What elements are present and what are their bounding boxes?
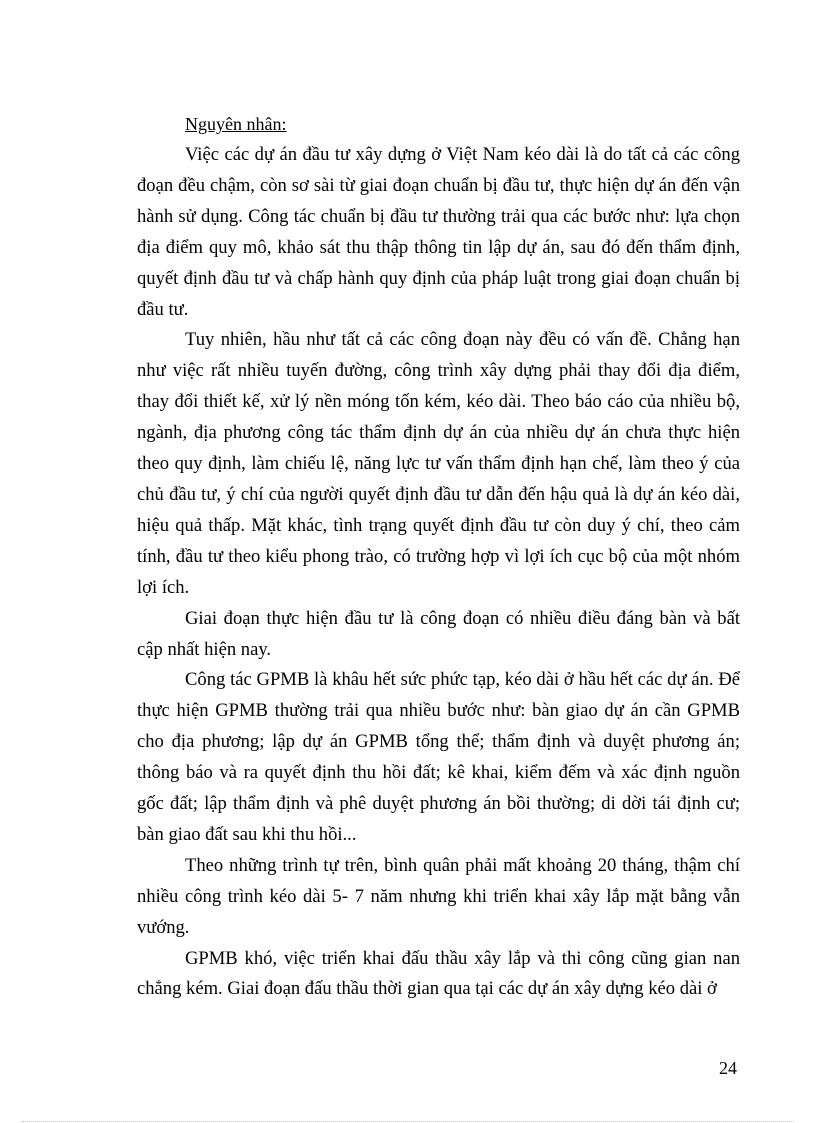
page-border-line	[22, 1121, 794, 1122]
paragraph: Theo những trình tự trên, bình quân phải mất khoảng 20 tháng, thậm chí nhiều công trình kéo dài 5- 7 năm nhưng khi triển khai xây lắp mặt bằng vẫn vướng.	[137, 854, 740, 938]
page-number: 24	[719, 1058, 737, 1078]
body-text	[137, 140, 740, 1005]
section-heading: Nguyên nhân:	[185, 114, 287, 134]
paragraph: Công tác GPMB là khâu hết sức phức tạp, kéo dài ở hầu hết các dự án. Để thực hiện GPMB thường trải qua nhiều bước như: bàn giao dự án cần GPMB cho địa phương; lập dự án GPMB tổng thể; thẩm định và duyệt phương án; thông báo và ra quyết định thu hồi đất; kê khai, kiểm đếm và xác định nguồn gốc đất; lập thẩm định và phê duyệt phương án bồi thường; di dời tái định cư; bàn giao đất sau khi thu hồi...	[137, 669, 740, 845]
paragraph: Tuy nhiên, hầu như tất cả các công đoạn này đều có vấn đề. Chẳng hạn như việc rất nhiều tuyến đường, công trình xây dựng phải thay đổi địa điểm, thay đổi thiết kế, xử lý nền móng tốn kém, kéo dài. Theo báo cáo của nhiều bộ, ngành, địa phương công tác thẩm định dự án của nhiều dự án chưa thực hiện theo quy định, làm chiếu lệ, năng lực tư vấn thẩm định hạn chế, làm theo ý của chủ đầu tư, ý chí của người quyết định đầu tư dẫn đến hậu quả là dự án kéo dài, hiệu quả thấp. Mặt khác, tình trạng quyết định đầu tư còn duy ý chí, theo cảm tính, đầu tư theo kiểu phong trào, có trường hợp vì lợi ích cục bộ của một nhóm lợi ích.	[137, 329, 740, 598]
paragraph: Việc các dự án đầu tư xây dựng ở Việt Nam kéo dài là do tất cả các công đoạn đều chậm, còn sơ sài từ giai đoạn chuẩn bị đầu tư, thực hiện dự án đến vận hành sử dụng. Công tác chuẩn bị đầu tư thường trải qua các bước như: lựa chọn địa điểm quy mô, khảo sát thu thập thông tin lập dự án, sau đó đến thẩm định, quyết định đầu tư và chấp hành quy định của pháp luật trong giai đoạn chuẩn bị đầu tư.	[137, 144, 740, 320]
paragraph: Giai đoạn thực hiện đầu tư là công đoạn có nhiều điều đáng bàn và bất cập nhất hiện nay.	[137, 607, 740, 660]
paragraph: GPMB khó, việc triển khai đấu thầu xây lắp và thi công cũng gian nan chẳng kém. Giai đoạn đấu thầu thời gian qua tại các dự án xây dựng kéo dài ở	[137, 947, 740, 1000]
